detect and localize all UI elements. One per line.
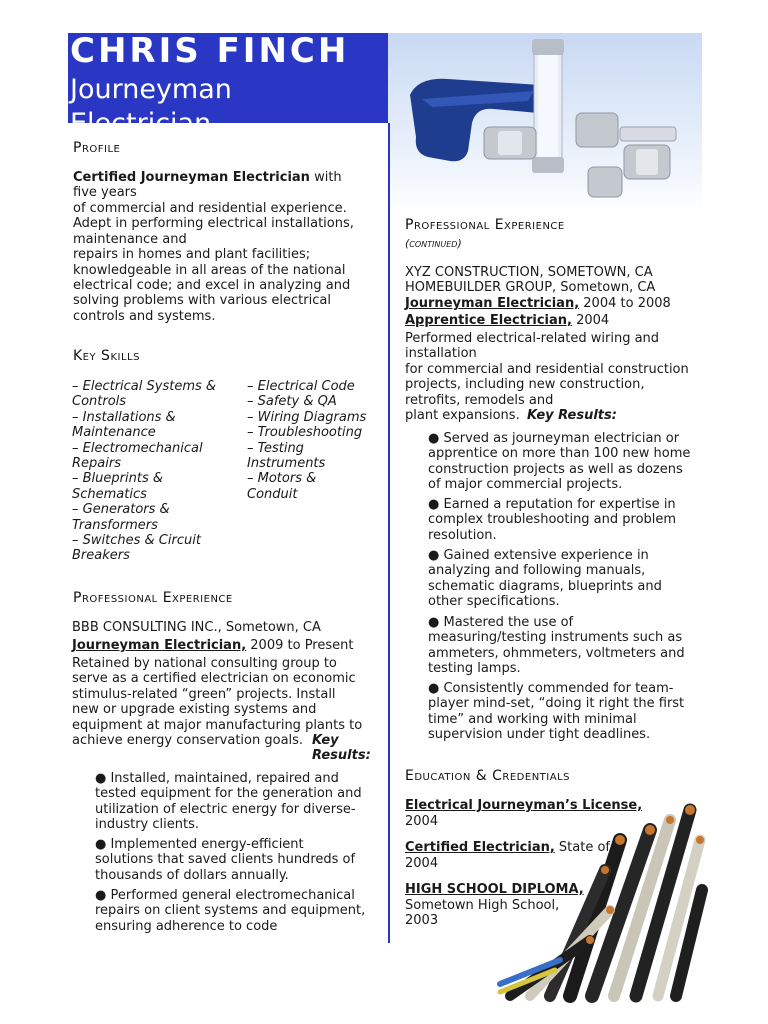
profile-lead-bold: Certified Journeyman Electrician (73, 170, 310, 185)
exp2-bullet: ● Consistently commended for team- player mind-set, “doing it right the first time” and working with minimal supervision under tight deadlines. (428, 681, 685, 743)
exp2-bullet: ● Served as journeyman electrician or apprentice on more than 100 new home construction projects as well as dozens of major commercial projects. (428, 431, 691, 493)
column-divider (388, 123, 390, 943)
profile-lead-rest: with five years (73, 170, 342, 201)
profile-body: of commercial and residential experience. Adept in performing electrical installations, maintenance and repairs in homes and plant facilities; knowledgeable in all areas of the national electrical code; and excel in analyzing and solving problems with various electrical controls and systems. (73, 201, 354, 324)
exp2-heading: Professional Experience (405, 217, 565, 233)
exp1-dates: 2009 to Present (246, 638, 354, 653)
candidate-name: CHRIS FINCH (70, 31, 350, 71)
exp2-key-results: Key Results: (527, 408, 617, 423)
exp2-company: XYZ CONSTRUCTION, SOMETOWN, CA HOMEBUILDER GROUP, Sometown, CA (405, 265, 656, 296)
edu-diploma-detail: Sometown High School, 2003 (405, 898, 560, 929)
profile-heading: Profile (73, 140, 121, 156)
exp2-dates1: 2004 to 2008 (579, 296, 671, 311)
exp1-key-results: Key Results: (312, 733, 371, 764)
exp2-bullet: ● Earned a reputation for expertise in complex troubleshooting and problem resolution. (428, 497, 677, 543)
exp2-role2-line (405, 313, 609, 328)
exp1-bullet: ● Performed general electromechanical repairs on client systems and equipment, ensuring adherence to code (95, 888, 366, 934)
exp1-heading: Professional Experience (73, 590, 233, 606)
fuses-photo (388, 33, 702, 211)
edu-license: Electrical Journeyman’s License, (405, 798, 643, 813)
education-heading: Education & Credentials (405, 768, 570, 784)
edu-certified-year: 2004 (405, 856, 439, 871)
skills-heading: Key Skills (73, 348, 140, 364)
skills-col1: – Electrical Systems & Controls – Installations & Maintenance – Electromechanical Repairs – Blueprints & Schematics – Generators & Transformers – Switches & Circuit Breakers (72, 379, 217, 564)
exp1-bullet: ● Implemented energy-efficient solutions that saved clients hundreds of thousands of dollars annually. (95, 837, 356, 883)
header-banner (68, 31, 388, 139)
profile-lead (73, 170, 373, 201)
exp1-company: BBB CONSULTING INC., Sometown, CA (72, 620, 321, 635)
exp1-role-line (72, 638, 353, 653)
edu-item-title (405, 840, 610, 855)
edu-diploma: HIGH SCHOOL DIPLOMA, (405, 882, 584, 897)
exp1-role: Journeyman Electrician, (72, 638, 247, 653)
exp1-bullet: ● Installed, maintained, repaired and tested equipment for the generation and utilization of electric energy for diverse- industry clients. (95, 771, 362, 833)
edu-item-title (405, 882, 584, 897)
candidate-title: Journeyman Electrician (70, 74, 232, 139)
exp2-bullet: ● Mastered the use of measuring/testing instruments such as ammeters, ohmmeters, voltmeters and testing lamps. (428, 615, 685, 677)
exp2-bullet: ● Gained extensive experience in analyzing and following manuals, schematic diagrams, blueprints and other specifications. (428, 548, 662, 610)
edu-certified-rest: State of (554, 840, 611, 855)
exp2-body: Performed electrical-related wiring and installation for commercial and residential construction projects, including new construction, retrofits, remodels and plant expansions. (405, 331, 689, 424)
edu-certified: Certified Electrician, (405, 840, 555, 855)
edu-item-title (405, 798, 642, 813)
exp1-body: Retained by national consulting group to serve as a certified electrician on economic stimulus-related “green” projects. Install new or upgrade existing systems and equipment at major manufacturing plants to achieve energy conservation goals. (72, 656, 363, 749)
skills-col2: – Electrical Code – Safety & QA – Wiring Diagrams – Troubleshooting – Testing Instruments – Motors & Conduit (247, 379, 367, 502)
exp2-continued: (continued) (405, 237, 462, 250)
exp2-role2: Apprentice Electrician, (405, 313, 572, 328)
exp2-role1-line (405, 296, 671, 311)
edu-license-year: 2004 (405, 814, 439, 829)
exp2-dates2: 2004 (571, 313, 610, 328)
exp2-role1: Journeyman Electrician, (405, 296, 580, 311)
